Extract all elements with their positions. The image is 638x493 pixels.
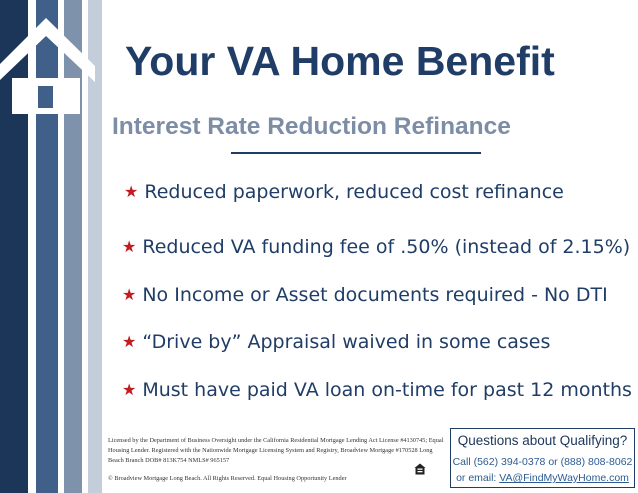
copyright-notice: © Broadview Mortgage Long Beach. All Rights Reserved. Equal Housing Opportunity Lender [108, 475, 347, 482]
email-prefix: or email: [456, 472, 500, 484]
benefit-text: Reduced paperwork, reduced cost refinance [144, 181, 564, 203]
contact-phone: Call (562) 394-0378 or (888) 808-8062 [452, 456, 633, 468]
contact-heading: Questions about Qualifying? [457, 433, 628, 448]
page-subtitle: Interest Rate Reduction Refinance [112, 113, 511, 140]
license-disclaimer: Licensed by the Department of Business Oversight under the California Residential Mortgage Lending Act License #4130745; Equal Housing Lender. Registered with the Nationwide Mortgage Licensing System and Registry, Broadview Mortgage #170528 Long Beach Branch DOB# 813K754 NMLS# 965157 [108, 437, 444, 464]
equal-housing-icon [414, 463, 426, 475]
email-link[interactable]: VA@FindMyWayHome.com [499, 472, 629, 484]
benefit-text: “Drive by” Appraisal waived in some cases [142, 331, 551, 353]
benefit-item [124, 181, 564, 203]
benefit-item [122, 379, 632, 401]
benefit-text: Reduced VA funding fee of .50% (instead of 2.15%) [142, 236, 631, 258]
benefit-item [122, 236, 630, 258]
house-icon [0, 14, 95, 114]
contact-email-line [451, 472, 634, 484]
title-divider [231, 152, 481, 154]
star-icon: ★ [122, 380, 137, 399]
star-icon: ★ [122, 237, 137, 256]
benefit-item [122, 284, 608, 306]
page-title: Your VA Home Benefit [125, 38, 555, 84]
benefit-item [122, 331, 550, 353]
star-icon: ★ [122, 285, 137, 304]
star-icon: ★ [124, 182, 139, 201]
star-icon: ★ [122, 332, 137, 351]
contact-box [450, 428, 635, 488]
benefit-text: Must have paid VA loan on-time for past 12 months [142, 379, 632, 401]
benefit-text: No Income or Asset documents required - No DTI [142, 284, 608, 306]
